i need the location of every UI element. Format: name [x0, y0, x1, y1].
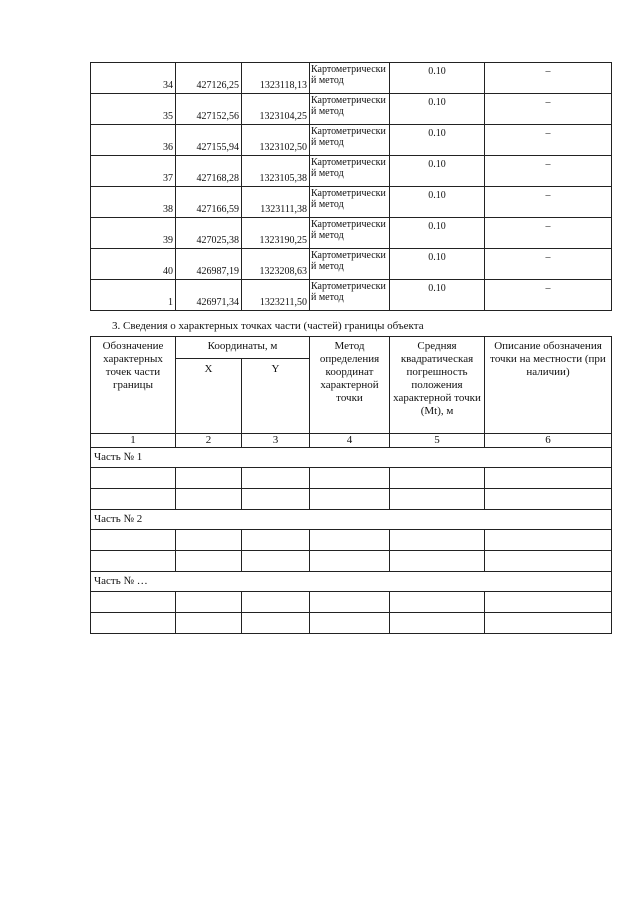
header-description: Описание обозначения точки на местности (при наличии) [485, 337, 612, 434]
method: Картометрический метод [310, 218, 390, 249]
description: – [485, 156, 612, 187]
section-3-title: 3. Сведения о характерных точках части (частей) границы объекта [112, 320, 424, 332]
point-number: 36 [91, 125, 176, 156]
point-row [91, 249, 612, 280]
part-row [91, 572, 612, 592]
point-number: 38 [91, 187, 176, 218]
description: – [485, 280, 612, 311]
empty-row [91, 530, 612, 551]
boundary-points-table [90, 62, 612, 311]
coord-x: 427025,38 [176, 218, 242, 249]
column-numbers-row [91, 434, 612, 448]
part-boundary-points-table [90, 336, 612, 634]
empty-row [91, 613, 612, 634]
accuracy: 0.10 [390, 280, 485, 311]
coord-x: 427166,59 [176, 187, 242, 218]
point-number: 40 [91, 249, 176, 280]
column-number: 1 [91, 434, 176, 448]
point-row [91, 156, 612, 187]
empty-row [91, 468, 612, 489]
part-row [91, 448, 612, 468]
part-label: Часть № 1 [91, 448, 612, 468]
method: Картометрический метод [310, 94, 390, 125]
coord-y: 1323104,25 [242, 94, 310, 125]
empty-row [91, 551, 612, 572]
method: Картометрический метод [310, 187, 390, 218]
coord-x: 427126,25 [176, 63, 242, 94]
header-y: Y [242, 359, 310, 434]
column-number: 3 [242, 434, 310, 448]
point-row [91, 187, 612, 218]
point-number: 39 [91, 218, 176, 249]
header-coordinates: Координаты, м [176, 337, 310, 359]
point-row [91, 63, 612, 94]
part-label: Часть № … [91, 572, 612, 592]
method: Картометрический метод [310, 63, 390, 94]
header-accuracy: Средняя квадратическая погрешность положения характерной точки (Mt), м [390, 337, 485, 434]
accuracy: 0.10 [390, 94, 485, 125]
header-method: Метод определения координат характерной точки [310, 337, 390, 434]
coord-y: 1323190,25 [242, 218, 310, 249]
empty-row [91, 592, 612, 613]
column-number: 2 [176, 434, 242, 448]
coord-x: 427152,56 [176, 94, 242, 125]
coord-y: 1323118,13 [242, 63, 310, 94]
accuracy: 0.10 [390, 218, 485, 249]
point-row [91, 218, 612, 249]
method: Картометрический метод [310, 280, 390, 311]
description: – [485, 94, 612, 125]
point-row [91, 280, 612, 311]
column-number: 4 [310, 434, 390, 448]
point-row [91, 125, 612, 156]
point-row [91, 94, 612, 125]
accuracy: 0.10 [390, 125, 485, 156]
part-row [91, 510, 612, 530]
coord-y: 1323105,38 [242, 156, 310, 187]
coord-y: 1323211,50 [242, 280, 310, 311]
description: – [485, 63, 612, 94]
header-x: X [176, 359, 242, 434]
accuracy: 0.10 [390, 63, 485, 94]
part-label: Часть № 2 [91, 510, 612, 530]
method: Картометрический метод [310, 156, 390, 187]
point-number: 34 [91, 63, 176, 94]
column-number: 5 [390, 434, 485, 448]
header-designation: Обозначение характерных точек части границы [91, 337, 176, 434]
method: Картометрический метод [310, 125, 390, 156]
method: Картометрический метод [310, 249, 390, 280]
accuracy: 0.10 [390, 156, 485, 187]
empty-row [91, 489, 612, 510]
coord-x: 427155,94 [176, 125, 242, 156]
coord-y: 1323208,63 [242, 249, 310, 280]
accuracy: 0.10 [390, 187, 485, 218]
coord-x: 426971,34 [176, 280, 242, 311]
point-number: 35 [91, 94, 176, 125]
point-number: 1 [91, 280, 176, 311]
column-number: 6 [485, 434, 612, 448]
coord-y: 1323111,38 [242, 187, 310, 218]
description: – [485, 249, 612, 280]
description: – [485, 187, 612, 218]
description: – [485, 218, 612, 249]
coord-y: 1323102,50 [242, 125, 310, 156]
point-number: 37 [91, 156, 176, 187]
coord-x: 427168,28 [176, 156, 242, 187]
coord-x: 426987,19 [176, 249, 242, 280]
accuracy: 0.10 [390, 249, 485, 280]
description: – [485, 125, 612, 156]
